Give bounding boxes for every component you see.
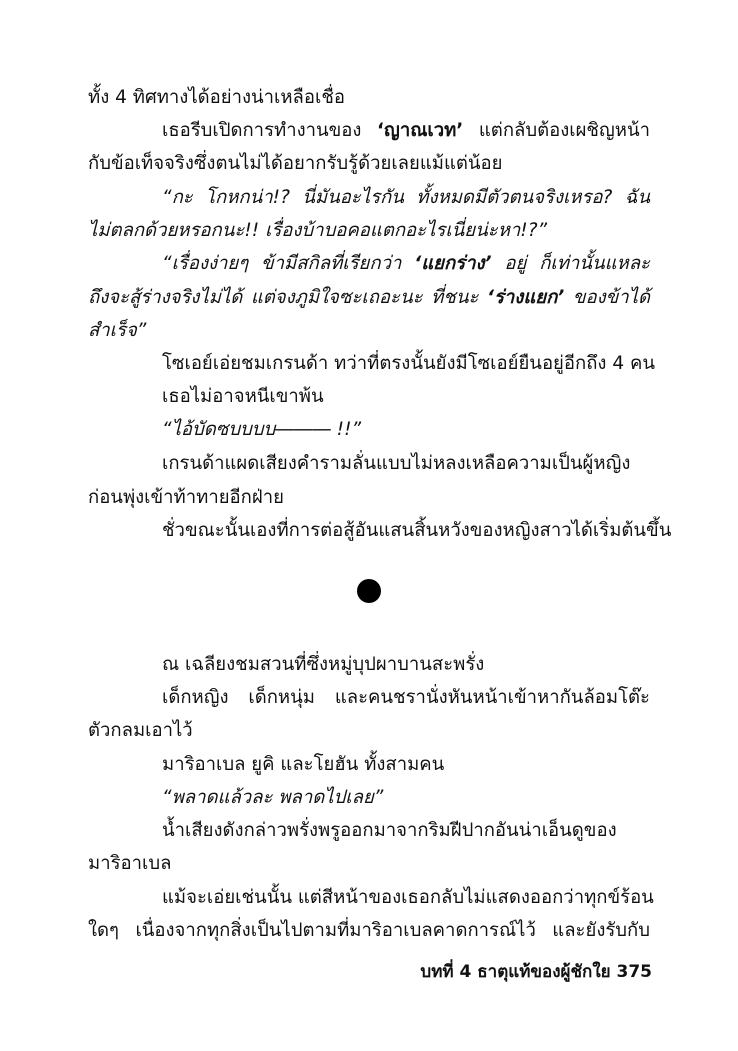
- text-line: กับข้อเท็จจริงซึ่งตนไม่ได้อยากรับรู้ด้วยเลยแม้แต่น้อย: [88, 153, 503, 174]
- text-run: แต่กลับต้องเผชิญหน้า: [463, 120, 650, 141]
- text-line: ตัวกลมเอาไว้: [88, 720, 193, 741]
- text-run: “เรื่องง่ายๆ ข้ามีสกิลที่เรียกว่า: [162, 253, 415, 274]
- dialogue-line: “พลาดแล้วละ พลาดไปเลย”: [162, 787, 384, 808]
- text-line: แม้จะเอ่ยเช่นนั้น แต่สีหน้าของเธอกลับไม่แสดงออกว่าทุกข์ร้อน: [162, 887, 654, 908]
- text-line: โซเอย์เอ่ยชมเกรนด้า ทว่าที่ตรงนั้นยังมีโซเอย์ยืนอยู่อีกถึง 4 คน: [162, 353, 655, 374]
- text-line: น้ำเสียงดังกล่าวพรั่งพรูออกมาจากริมฝีปากอันน่าเอ็นดูของ: [162, 820, 617, 841]
- text-line: เกรนด้าแผดเสียงคำรามลั่นแบบไม่หลงเหลือความเป็นผู้หญิง: [162, 453, 631, 474]
- text-line: มาริอาเบล ยูคิ และโยฮัน ทั้งสามคน: [162, 754, 445, 775]
- text-run: ของข้าได้: [564, 287, 651, 308]
- dialogue-line: [162, 249, 650, 279]
- bold-term: ‘แยกร่าง’: [414, 253, 492, 274]
- dialogue-line: ไม่ตลกด้วยหรอกนะ!! เรื่องบ้าบอคอแตกอะไรเนี่ยน่ะหา!?”: [88, 220, 548, 241]
- text-line: ใดๆ เนื่องจากทุกสิ่งเป็นไปตามที่มาริอาเบลคาดการณ์ไว้ และยังรับกับ: [88, 920, 650, 941]
- text-line: มาริอาเบล: [88, 853, 172, 874]
- dialogue-line: “ไอ้บัดซบบบบ――― !!”: [162, 419, 362, 440]
- dialogue-line: [88, 283, 650, 313]
- scene-break-dot: [357, 579, 381, 603]
- text-line: ชั่วขณะนั้นเองที่การต่อสู้อันแสนสิ้นหวังของหญิงสาวได้เริ่มต้นขึ้น: [162, 520, 672, 541]
- bold-term: ‘ร่างแยก’: [486, 287, 565, 308]
- text-line: ณ เฉลียงชมสวนที่ซึ่งหมู่บุปผาบานสะพรั่ง: [162, 654, 485, 675]
- text-line: ก่อนพุ่งเข้าท้าทายอีกฝ่าย: [88, 487, 284, 508]
- text-run: อยู่ ก็เท่านั้นแหละ: [491, 253, 650, 274]
- bold-term: ‘ญาณเวท’: [377, 120, 464, 141]
- dialogue-line: “กะ โกหกน่า!? นี่มันอะไรกัน ทั้งหมดมีตัวตนจริงเหรอ? ฉัน: [162, 187, 650, 208]
- text-line: เด็กหญิง เด็กหนุ่ม และคนชรานั่งหันหน้าเข้าหากันล้อมโต๊ะ: [162, 687, 650, 708]
- text-run: ถึงจะสู้ร่างจริงไม่ได้ แต่จงภูมิใจซะเถอะนะ ที่ชนะ: [88, 287, 487, 308]
- page-footer: บทที่ 4 ธาตุแท้ของผู้ชักใย 375: [420, 962, 652, 982]
- text-line: เธอไม่อาจหนีเขาพ้น: [162, 386, 324, 407]
- text-line: [162, 116, 650, 146]
- dialogue-line: สำเร็จ”: [88, 320, 147, 341]
- text-run: เธอรีบเปิดการทำงานของ: [162, 120, 378, 141]
- text-line: ทั้ง 4 ทิศทางได้อย่างน่าเหลือเชื่อ: [88, 87, 345, 108]
